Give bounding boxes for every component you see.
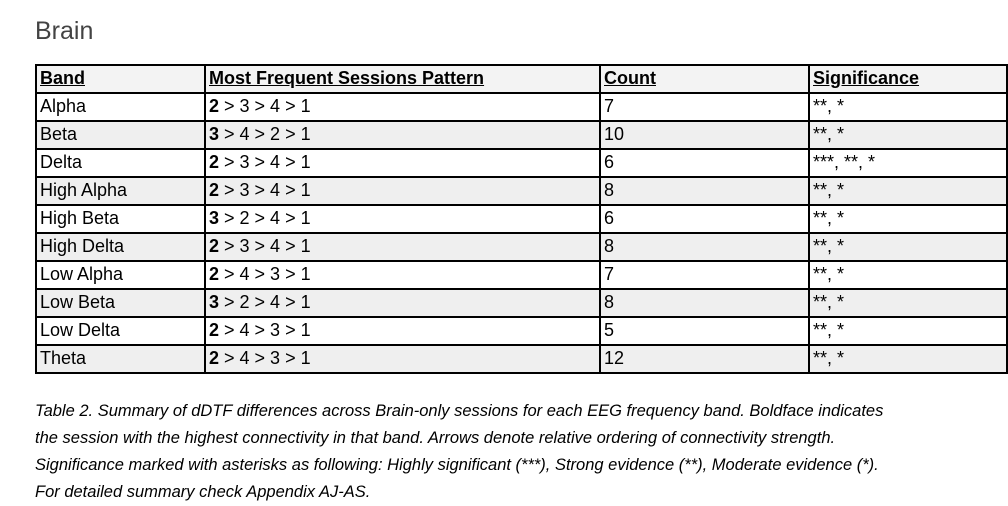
table-row bbox=[36, 261, 1007, 289]
band-cell: Alpha bbox=[36, 93, 205, 121]
band-cell: Low Beta bbox=[36, 289, 205, 317]
pattern-lead-session: 2 bbox=[209, 347, 220, 368]
pattern-lead-session: 2 bbox=[209, 319, 220, 340]
caption-line: the session with the highest connectivity in that band. Arrows denote relative ordering of connectivity strength. bbox=[35, 428, 836, 447]
significance-cell: **, * bbox=[809, 261, 1007, 289]
pattern-cell bbox=[205, 177, 600, 205]
header-pattern: Most Frequent Sessions Pattern bbox=[205, 65, 600, 93]
pattern-rest: > 4 > 2 > 1 bbox=[219, 123, 311, 144]
significance-cell: **, * bbox=[809, 289, 1007, 317]
significance-cell: **, * bbox=[809, 317, 1007, 345]
band-cell: Delta bbox=[36, 149, 205, 177]
significance-cell: **, * bbox=[809, 177, 1007, 205]
table-row bbox=[36, 205, 1007, 233]
pattern-rest: > 2 > 4 > 1 bbox=[219, 291, 311, 312]
table-row bbox=[36, 233, 1007, 261]
caption-line: For detailed summary check Appendix AJ-AS. bbox=[35, 482, 371, 501]
pattern-lead-session: 2 bbox=[209, 235, 220, 256]
band-cell: Beta bbox=[36, 121, 205, 149]
header-significance: Significance bbox=[809, 65, 1007, 93]
pattern-rest: > 4 > 3 > 1 bbox=[219, 319, 311, 340]
band-cell: Low Delta bbox=[36, 317, 205, 345]
pattern-lead-session: 3 bbox=[209, 123, 220, 144]
pattern-lead-session: 2 bbox=[209, 151, 220, 172]
count-cell: 7 bbox=[600, 261, 809, 289]
pattern-cell bbox=[205, 261, 600, 289]
table-row bbox=[36, 177, 1007, 205]
pattern-cell bbox=[205, 289, 600, 317]
significance-cell: **, * bbox=[809, 121, 1007, 149]
pattern-rest: > 3 > 4 > 1 bbox=[219, 151, 311, 172]
header-band: Band bbox=[36, 65, 205, 93]
pattern-lead-session: 2 bbox=[209, 263, 220, 284]
pattern-cell bbox=[205, 317, 600, 345]
pattern-cell bbox=[205, 233, 600, 261]
band-cell: Theta bbox=[36, 345, 205, 373]
pattern-lead-session: 2 bbox=[209, 179, 220, 200]
pattern-rest: > 3 > 4 > 1 bbox=[219, 235, 311, 256]
significance-cell: **, * bbox=[809, 233, 1007, 261]
pattern-rest: > 4 > 3 > 1 bbox=[219, 347, 311, 368]
band-cell: High Alpha bbox=[36, 177, 205, 205]
pattern-rest: > 3 > 4 > 1 bbox=[219, 95, 311, 116]
pattern-cell bbox=[205, 121, 600, 149]
count-cell: 8 bbox=[600, 177, 809, 205]
significance-cell: ***, **, * bbox=[809, 149, 1007, 177]
table-header-row bbox=[36, 65, 1007, 93]
table-row bbox=[36, 345, 1007, 373]
table-row bbox=[36, 317, 1007, 345]
significance-cell: **, * bbox=[809, 205, 1007, 233]
table-row bbox=[36, 289, 1007, 317]
table-row bbox=[36, 93, 1007, 121]
pattern-cell bbox=[205, 205, 600, 233]
eeg-band-summary-table bbox=[35, 64, 1008, 374]
count-cell: 6 bbox=[600, 149, 809, 177]
significance-cell: **, * bbox=[809, 345, 1007, 373]
band-cell: Low Alpha bbox=[36, 261, 205, 289]
count-cell: 8 bbox=[600, 289, 809, 317]
pattern-cell bbox=[205, 93, 600, 121]
count-cell: 8 bbox=[600, 233, 809, 261]
count-cell: 10 bbox=[600, 121, 809, 149]
pattern-lead-session: 2 bbox=[209, 95, 220, 116]
count-cell: 5 bbox=[600, 317, 809, 345]
pattern-rest: > 4 > 3 > 1 bbox=[219, 263, 311, 284]
pattern-lead-session: 3 bbox=[209, 207, 220, 228]
caption-line: Table 2. Summary of dDTF differences across Brain-only sessions for each EEG frequency band. Boldface indicates bbox=[35, 401, 884, 420]
count-cell: 6 bbox=[600, 205, 809, 233]
table-caption bbox=[35, 398, 978, 506]
pattern-lead-session: 3 bbox=[209, 291, 220, 312]
pattern-cell bbox=[205, 345, 600, 373]
band-cell: High Beta bbox=[36, 205, 205, 233]
header-count: Count bbox=[600, 65, 809, 93]
band-cell: High Delta bbox=[36, 233, 205, 261]
pattern-rest: > 3 > 4 > 1 bbox=[219, 179, 311, 200]
significance-cell: **, * bbox=[809, 93, 1007, 121]
count-cell: 7 bbox=[600, 93, 809, 121]
pattern-cell bbox=[205, 149, 600, 177]
page-title: Brain bbox=[35, 17, 94, 45]
count-cell: 12 bbox=[600, 345, 809, 373]
caption-line: Significance marked with asterisks as following: Highly significant (***), Strong evidence (**), Moderate evidence (*). bbox=[35, 455, 879, 474]
table-row bbox=[36, 149, 1007, 177]
table-row bbox=[36, 121, 1007, 149]
pattern-rest: > 2 > 4 > 1 bbox=[219, 207, 311, 228]
